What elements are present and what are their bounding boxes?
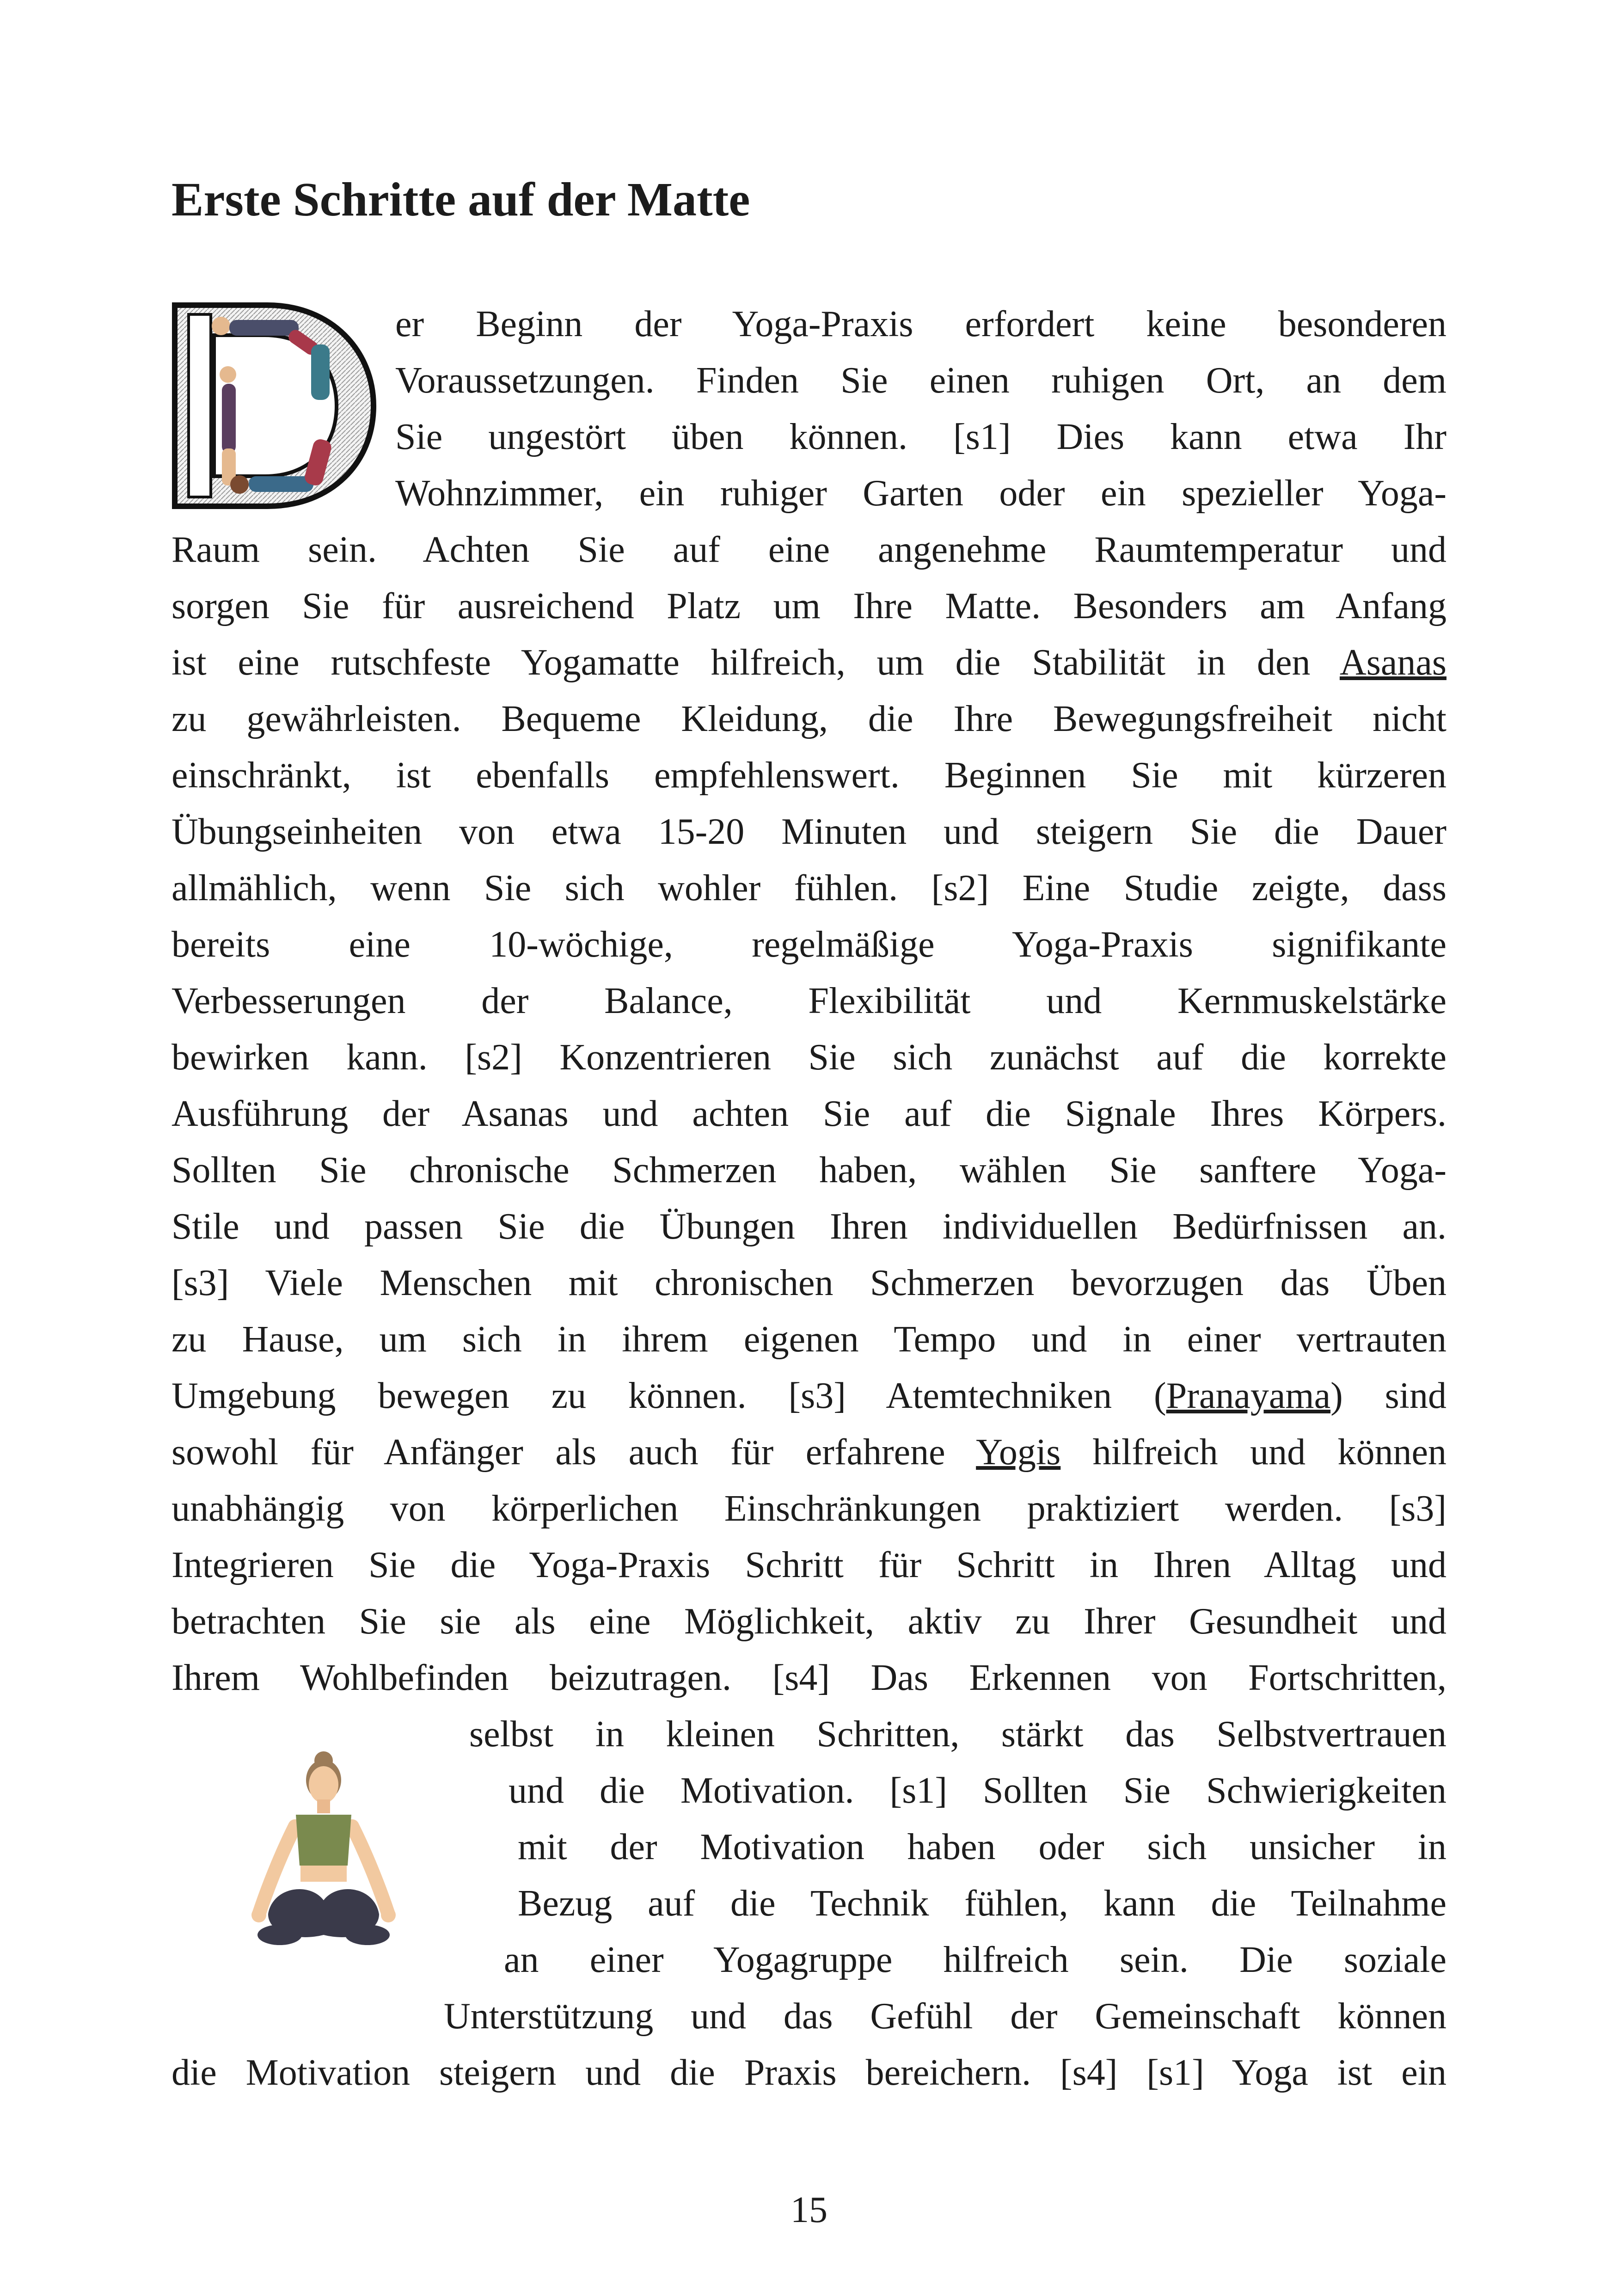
body-line: zu Hause, um sich in ihrem eigenen Tempo und in einer vertrauten — [172, 1319, 1446, 1360]
body-line: sorgen Sie für ausreichend Platz um Ihre Matte. Besonders am Anfang — [172, 586, 1446, 626]
body-line: Wohnzimmer, ein ruhiger Garten oder ein spezieller Yoga- — [395, 473, 1446, 514]
body-line: betrachten Sie sie als eine Möglichkeit, aktiv zu Ihrer Gesundheit und — [172, 1601, 1446, 1642]
body-line: Verbesserungen der Balance, Flexibilität und Kernmuskelstärke — [172, 981, 1446, 1021]
meditation-figure-illustration — [240, 1748, 425, 1970]
body-line: bereits eine 10-wöchige, regelmäßige Yoga-Praxis signifikante — [172, 924, 1446, 965]
body-line: bewirken kann. [s2] Konzentrieren Sie sich zunächst auf die korrekte — [172, 1037, 1446, 1078]
body-line: unabhängig von körperlichen Einschränkungen praktiziert werden. [s3] — [172, 1488, 1446, 1529]
body-line: die Motivation steigern und die Praxis bereichern. [s4] [s1] Yoga ist ein — [172, 2052, 1446, 2093]
drop-cap-illustration — [170, 301, 379, 511]
body-line: Raum sein. Achten Sie auf eine angenehme Raumtemperatur und — [172, 529, 1446, 570]
body-line: er Beginn der Yoga-Praxis erfordert keine besonderen — [395, 304, 1446, 344]
body-line: und die Motivation. [s1] Sollten Sie Schwierigkeiten — [509, 1770, 1446, 1811]
body-line: ist eine rutschfeste Yogamatte hilfreich, um die Stabilität in den Asanas — [172, 642, 1446, 683]
body-line: Bezug auf die Technik fühlen, kann die Teilnahme — [518, 1883, 1446, 1924]
glossary-link[interactable]: Asanas — [1339, 642, 1446, 683]
body-line: Ihrem Wohlbefinden beizutragen. [s4] Das Erkennen von Fortschritten, — [172, 1658, 1446, 1698]
glossary-link[interactable]: Pranayama — [1166, 1375, 1331, 1416]
body-line: Sie ungestört üben können. [s1] Dies kann etwa Ihr — [395, 417, 1446, 457]
body-line: einschränkt, ist ebenfalls empfehlenswert. Beginnen Sie mit kürzeren — [172, 755, 1446, 796]
page-title: Erste Schritte auf der Matte — [172, 173, 750, 226]
glossary-link[interactable]: Yogis — [976, 1432, 1061, 1473]
body-line: Umgebung bewegen zu können. [s3] Atemtechniken (Pranayama) sind — [172, 1375, 1446, 1416]
body-line: mit der Motivation haben oder sich unsicher in — [518, 1827, 1446, 1867]
body-line: allmählich, wenn Sie sich wohler fühlen. [s2] Eine Studie zeigte, dass — [172, 868, 1446, 909]
body-line: Integrieren Sie die Yoga-Praxis Schritt für Schritt in Ihren Alltag und — [172, 1545, 1446, 1585]
body-line: Stile und passen Sie die Übungen Ihren individuellen Bedürfnissen an. — [172, 1206, 1446, 1247]
body-line: selbst in kleinen Schritten, stärkt das Selbstvertrauen — [469, 1714, 1446, 1755]
body-line: [s3] Viele Menschen mit chronischen Schmerzen bevorzugen das Üben — [172, 1263, 1446, 1303]
body-line: Voraussetzungen. Finden Sie einen ruhigen Ort, an dem — [395, 360, 1446, 401]
body-line: Ausführung der Asanas und achten Sie auf die Signale Ihres Körpers. — [172, 1093, 1446, 1134]
body-line: sowohl für Anfänger als auch für erfahrene Yogis hilfreich und können — [172, 1432, 1446, 1473]
body-line: Sollten Sie chronische Schmerzen haben, wählen Sie sanftere Yoga- — [172, 1150, 1446, 1191]
body-line: zu gewährleisten. Bequeme Kleidung, die Ihre Bewegungsfreiheit nicht — [172, 699, 1446, 739]
body-line: Unterstützung und das Gefühl der Gemeinschaft können — [444, 1996, 1446, 2037]
page-number: 15 — [791, 2190, 827, 2230]
body-line: an einer Yogagruppe hilfreich sein. Die soziale — [504, 1940, 1446, 1980]
body-line: Übungseinheiten von etwa 15-20 Minuten und steigern Sie die Dauer — [172, 811, 1446, 852]
